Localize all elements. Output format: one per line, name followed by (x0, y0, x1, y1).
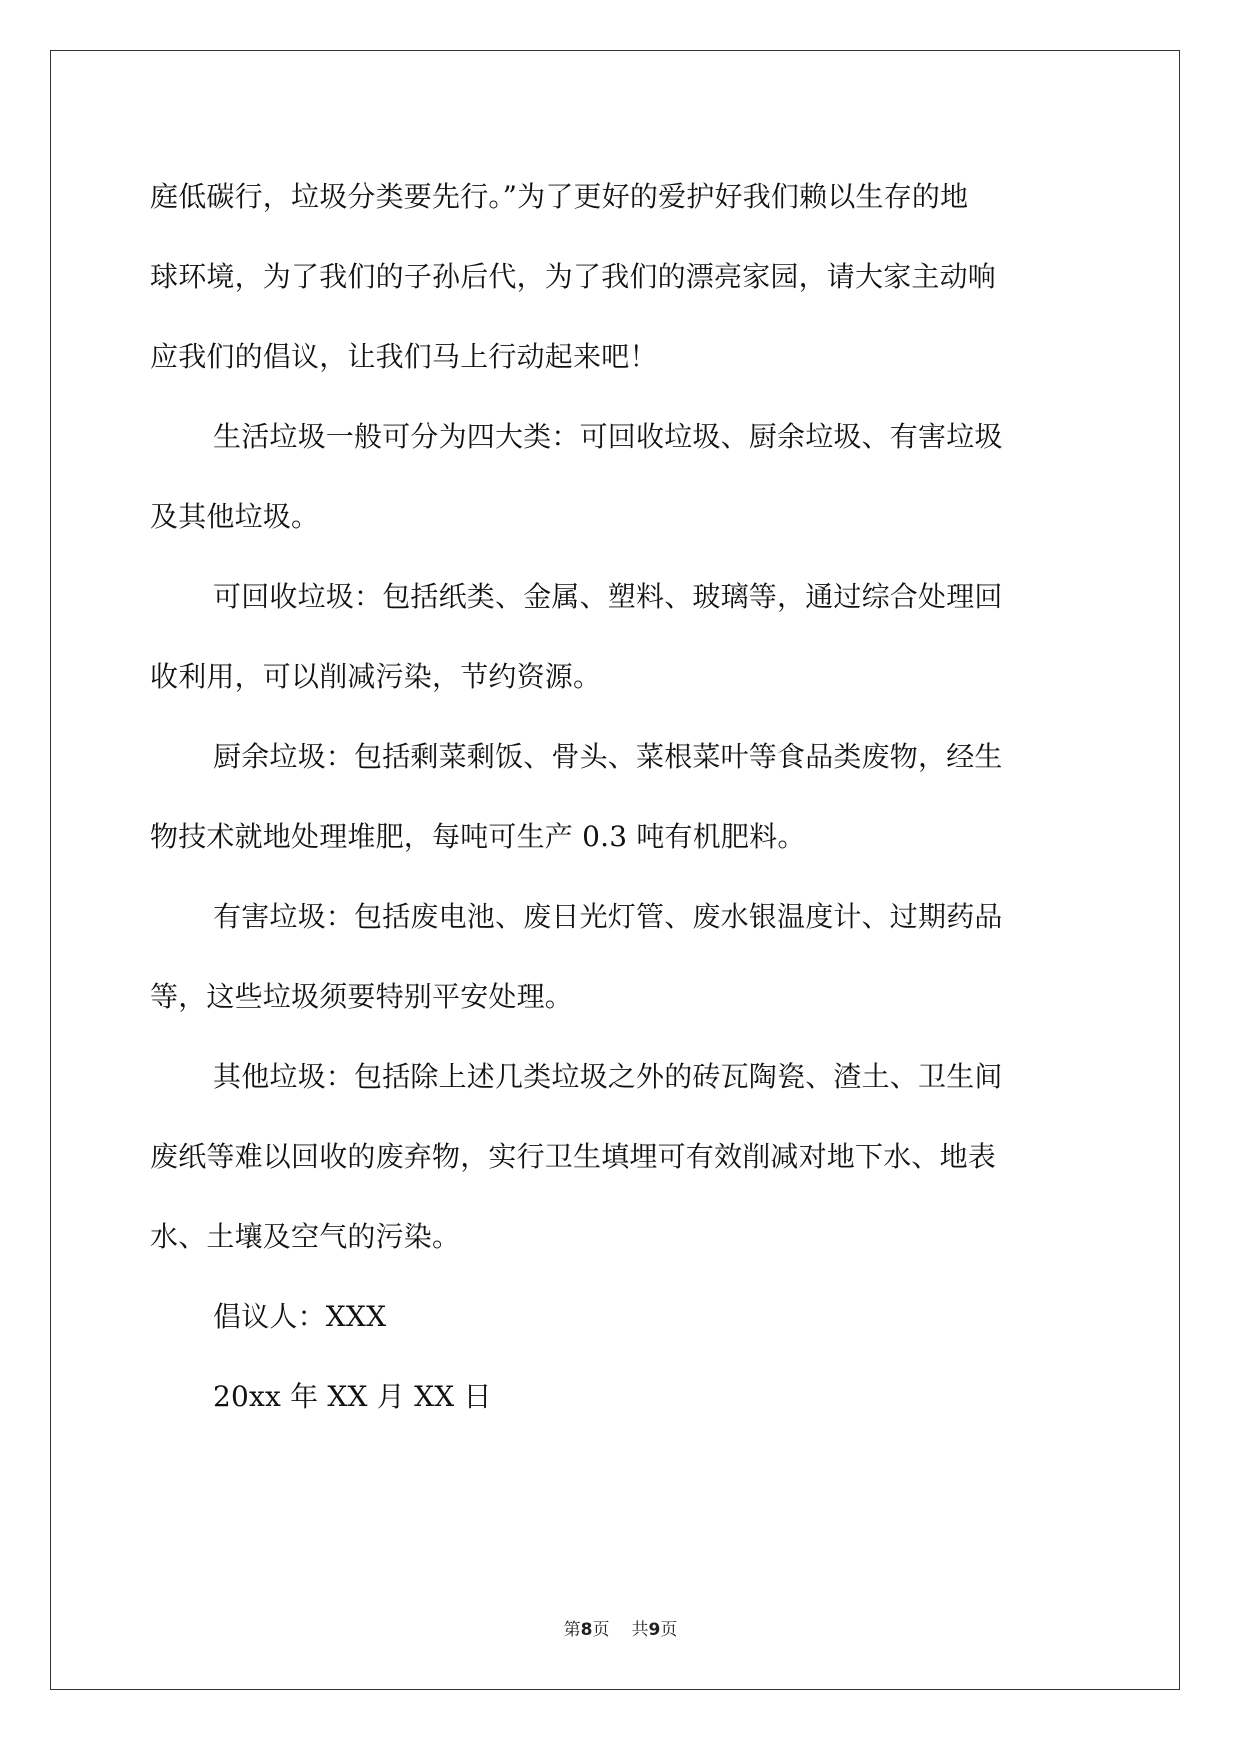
paragraph (150, 157, 1090, 397)
text-line: 20xx 年 XX 月 XX 日 (213, 1380, 492, 1413)
text-line: 庭低碳行，垃圾分类要先行。”为了更好的爱护好我们赖以生存的地 (150, 180, 969, 213)
paragraph (150, 1037, 1090, 1277)
text-line: 可回收垃圾：包括纸类、金属、塑料、玻璃等，通过综合处理回 (213, 580, 1003, 613)
footer-prefix: 第 (563, 1620, 581, 1640)
text-line: 收利用，可以削减污染，节约资源。 (150, 660, 602, 693)
text-line: 球环境，为了我们的子孙后代，为了我们的漂亮家园，请大家主动响 (150, 260, 997, 293)
text-line: 有害垃圾：包括废电池、废日光灯管、废水银温度计、过期药品 (213, 900, 1003, 933)
text-line: 水、土壤及空气的污染。 (150, 1220, 461, 1253)
footer-current-page: 8 (580, 1620, 593, 1640)
paragraph (150, 557, 1090, 717)
paragraph (150, 1277, 1090, 1357)
text-line: 其他垃圾：包括除上述几类垃圾之外的砖瓦陶瓷、渣土、卫生间 (213, 1060, 1003, 1093)
footer-total-prefix: 共 (631, 1620, 649, 1640)
text-line: 物技术就地处理堆肥，每吨可生产 0.3 吨有机肥料。 (150, 820, 806, 853)
footer-total-suffix: 页 (660, 1620, 678, 1640)
text-line: 及其他垃圾。 (150, 500, 320, 533)
document-body (150, 157, 1090, 1437)
text-line: 废纸等难以回收的废弃物，实行卫生填埋可有效削减对地下水、地表 (150, 1140, 997, 1173)
text-line: 等，这些垃圾须要特别平安处理。 (150, 980, 574, 1013)
footer-page-word: 页 (592, 1620, 610, 1640)
paragraph (150, 717, 1090, 877)
text-line: 应我们的倡议，让我们马上行动起来吧！ (150, 340, 658, 373)
paragraph (150, 1357, 1090, 1437)
paragraph (150, 877, 1090, 1037)
page-footer (0, 1615, 1241, 1640)
text-line: 倡议人：XXX (213, 1300, 387, 1333)
footer-total-pages: 9 (648, 1620, 661, 1640)
paragraph (150, 397, 1090, 557)
text-line: 厨余垃圾：包括剩菜剩饭、骨头、菜根菜叶等食品类废物，经生 (213, 740, 1003, 773)
text-line: 生活垃圾一般可分为四大类：可回收垃圾、厨余垃圾、有害垃圾 (213, 420, 1003, 453)
